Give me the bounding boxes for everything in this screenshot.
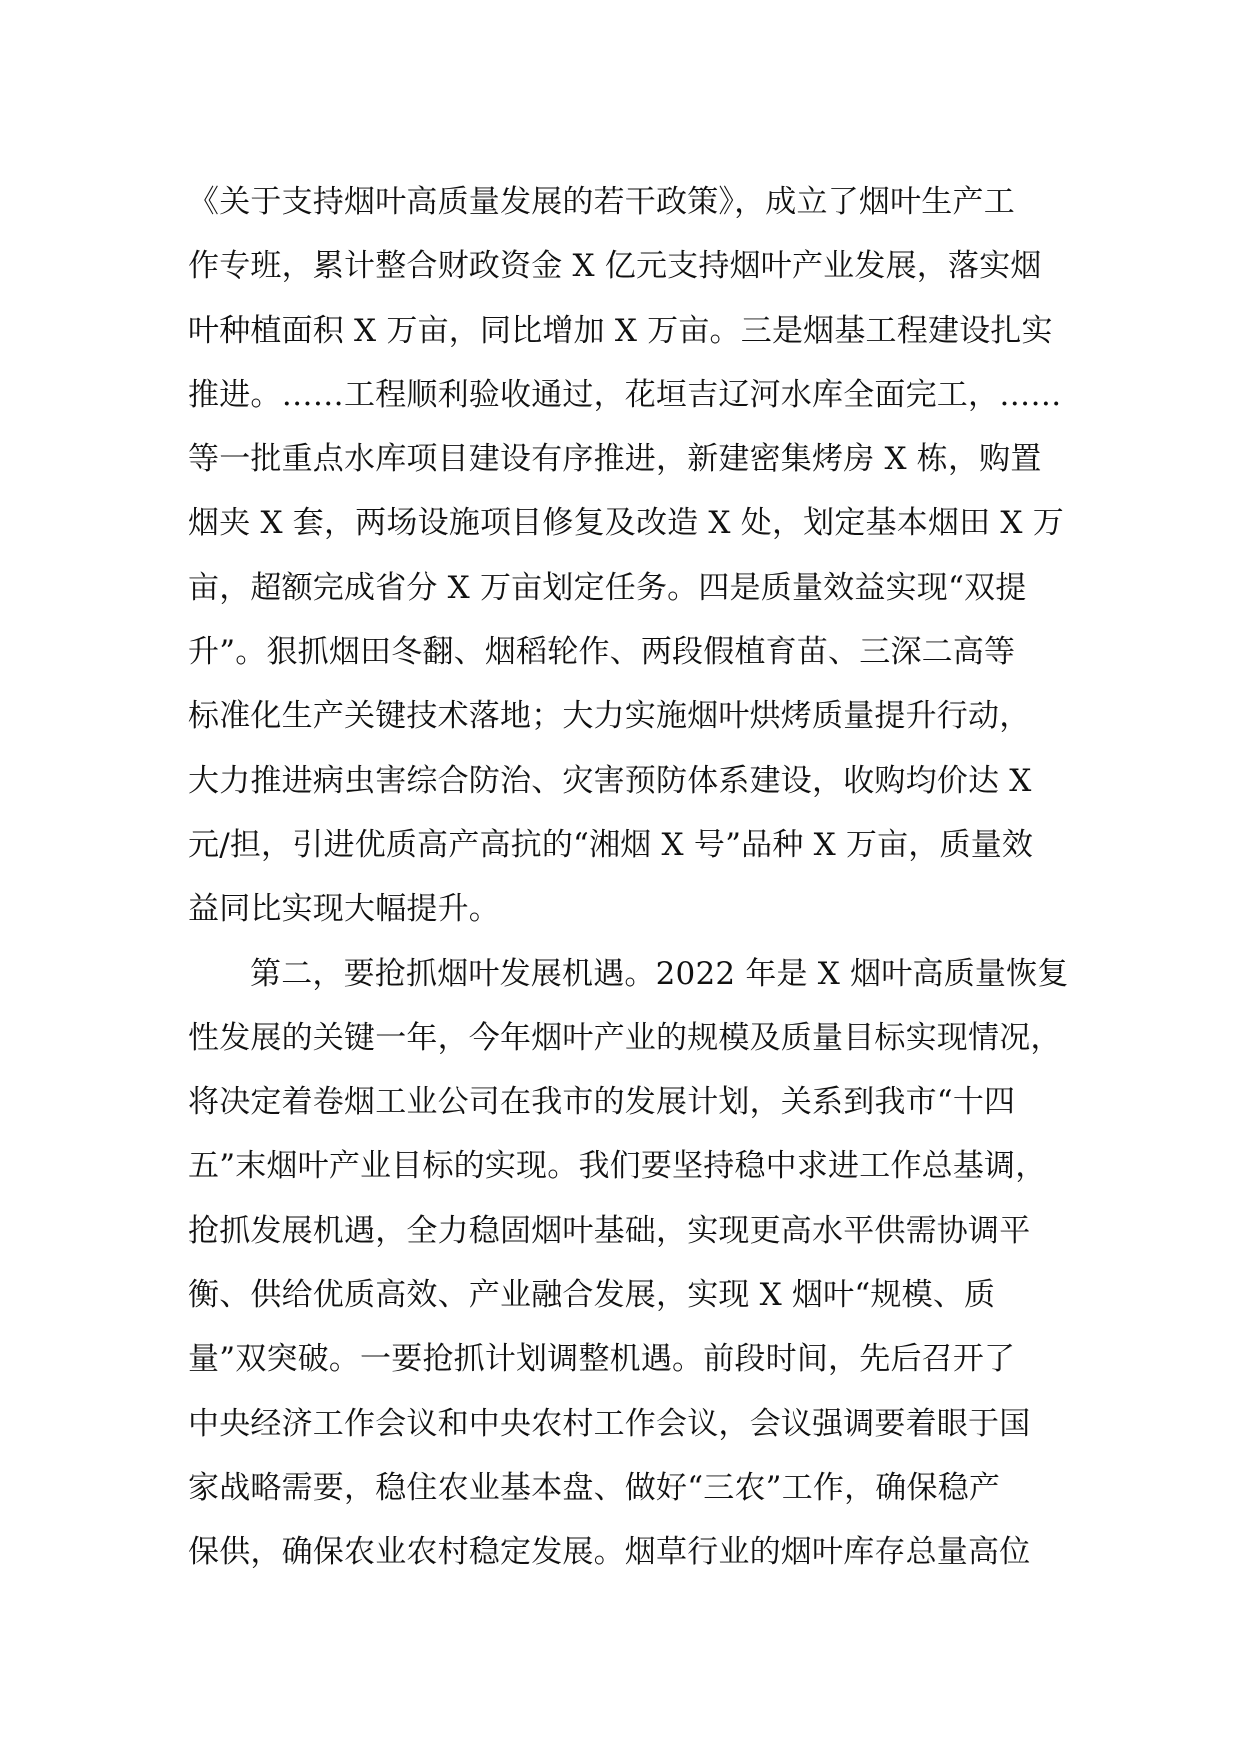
- text-line: 中央经济工作会议和中央农村工作会议，会议强调要着眼于国: [188, 1405, 1031, 1442]
- text-line: 烟夹 X 套，两场设施项目修复及改造 X 处，划定基本烟田 X 万: [188, 505, 1064, 542]
- text-line: 将决定着卷烟工业公司在我市的发展计划，关系到我市“十四: [188, 1084, 1016, 1121]
- text-line: 五”末烟叶产业目标的实现。我们要坚持稳中求进工作总基调，: [188, 1148, 1047, 1185]
- text-line: 益同比实现大幅提升。: [188, 891, 500, 928]
- text-line: 等一批重点水库项目建设有序推进，新建密集烤房 X 栋，购置: [188, 441, 1042, 478]
- text-line: 量”双突破。一要抢抓计划调整机遇。前段时间，先后召开了: [188, 1341, 1016, 1378]
- text-line: 家战略需要，稳住农业基本盘、做好“三农”工作，确保稳产: [188, 1469, 1001, 1506]
- text-line: 升”。狠抓烟田冬翻、烟稻轮作、两段假植育苗、三深二高等: [188, 634, 1016, 671]
- text-line: 标准化生产关键技术落地；大力实施烟叶烘烤质量提升行动，: [188, 698, 1031, 735]
- text-line: 推进。……工程顺利验收通过，花垣吉辽河水库全面完工，……: [188, 376, 1062, 413]
- text-line: 作专班，累计整合财政资金 X 亿元支持烟叶产业发展，落实烟: [188, 248, 1042, 285]
- text-line: 元/担，引进优质高产高抗的“湘烟 X 号”品种 X 万亩，质量效: [188, 826, 1034, 863]
- text-line: 保供，确保农业农村稳定发展。烟草行业的烟叶库存总量高位: [188, 1534, 1031, 1571]
- body-text: [188, 170, 1068, 1585]
- text-line: 《关于支持烟叶高质量发展的若干政策》，成立了烟叶生产工: [188, 184, 1015, 220]
- text-line: 大力推进病虫害综合防治、灾害预防体系建设，收购均价达 X: [188, 762, 1032, 799]
- text-line: 衡、供给优质高效、产业融合发展，实现 X 烟叶“规模、质: [188, 1277, 996, 1314]
- text-line: 抢抓发展机遇，全力稳固烟叶基础，实现更高水平供需协调平: [188, 1212, 1031, 1249]
- paragraph-start-line: 第二，要抢抓烟叶发展机遇。2022 年是 X 烟叶高质量恢复: [250, 955, 1069, 992]
- text-line: 性发展的关键一年，今年烟叶产业的规模及质量目标实现情况，: [188, 1019, 1062, 1056]
- text-line: 叶种植面积 X 万亩，同比增加 X 万亩。三是烟基工程建设扎实: [188, 312, 1053, 349]
- text-line: 亩，超额完成省分 X 万亩划定任务。四是质量效益实现“双提: [188, 569, 1027, 606]
